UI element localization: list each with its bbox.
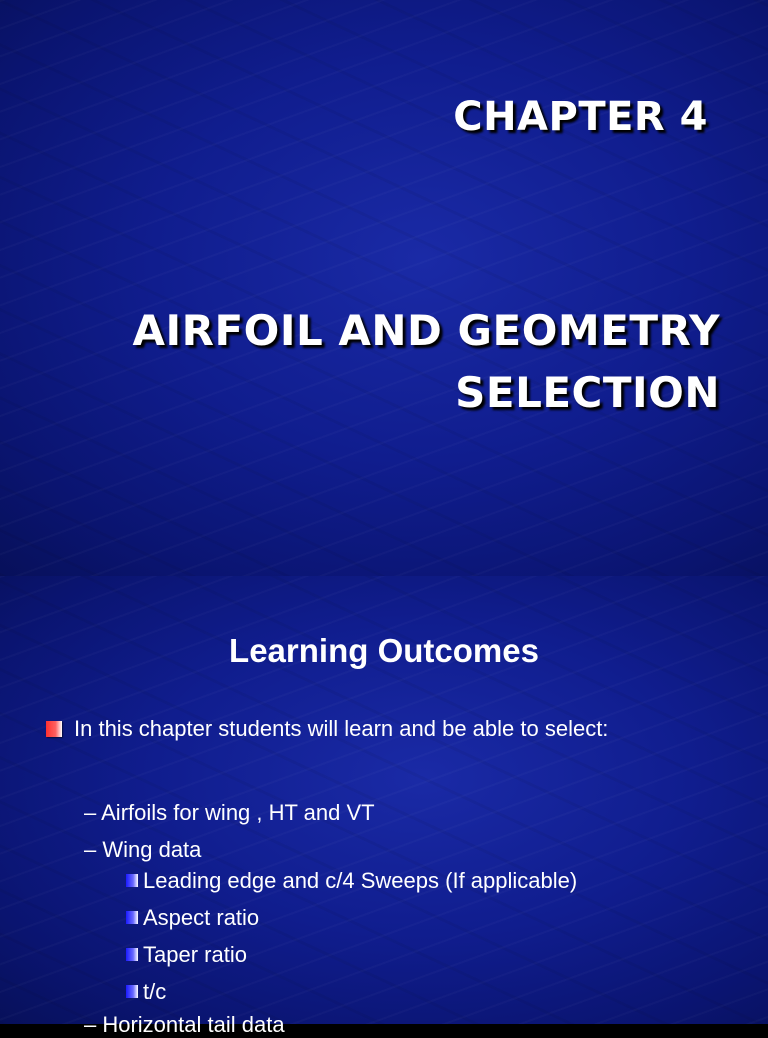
- main-title-line-1: AIRFOIL AND GEOMETRY: [132, 306, 720, 355]
- slide-2: [0, 576, 768, 1037]
- sub-item: [126, 899, 577, 936]
- chapter-title: CHAPTER 4: [453, 94, 708, 140]
- sub-item-text: t/c: [143, 978, 167, 1004]
- main-bullet: [46, 716, 608, 742]
- blue-square-bullet-icon: [126, 985, 138, 998]
- sub-item: [126, 936, 577, 973]
- dash-list: [84, 794, 375, 868]
- dash-item: – Airfoils for wing , HT and VT: [84, 799, 375, 825]
- blue-square-bullet-icon: [126, 948, 138, 961]
- slide-heading: Learning Outcomes: [229, 632, 539, 669]
- sub-item: [126, 973, 577, 1010]
- dash-item: – Wing data: [84, 836, 202, 862]
- sub-item-text: Leading edge and c/4 Sweeps (If applicable): [143, 867, 578, 893]
- sub-item: [126, 862, 577, 899]
- blue-square-bullet-icon: [126, 911, 138, 924]
- sub-list: [126, 862, 577, 1010]
- blue-square-bullet-icon: [126, 874, 138, 887]
- red-square-bullet-icon: [46, 721, 62, 737]
- main-title-line-2: SELECTION: [455, 368, 720, 417]
- main-bullet-text: In this chapter students will learn and be able to select:: [74, 716, 609, 741]
- sub-item-text: Taper ratio: [143, 941, 247, 967]
- sub-item-text: Aspect ratio: [143, 904, 260, 930]
- partial-dash-item: – Horizontal tail data: [84, 1012, 285, 1037]
- main-title: [133, 300, 720, 424]
